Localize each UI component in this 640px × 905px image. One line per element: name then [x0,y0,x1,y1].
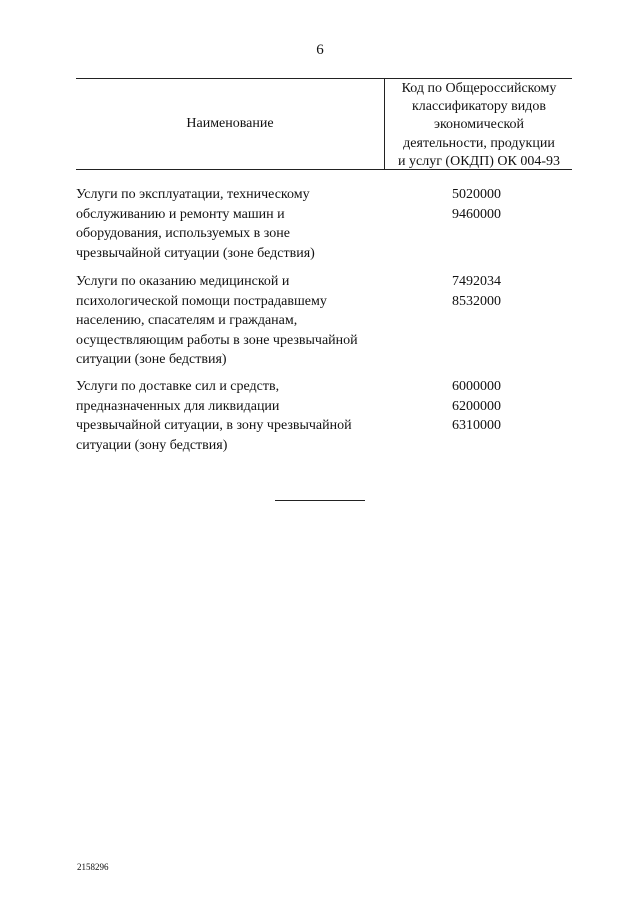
service-name [76,272,396,370]
service-name-line: чрезвычайной ситуации (зоне бедствия) [76,245,315,261]
okdp-codes [452,185,501,224]
column-header-code-line: Код по Общероссийскому [401,81,557,96]
service-name-line: оборудования, используемых в зоне [76,226,290,241]
end-of-document-rule [275,500,365,501]
okdp-codes [452,272,501,311]
okdp-code: 6200000 [452,398,501,414]
table-top-rule [76,78,572,79]
okdp-code: 7492034 [452,274,501,289]
okdp-codes [452,377,501,436]
service-name-line: осуществляющим работы в зоне чрезвычайной [76,332,358,348]
service-name [76,185,396,263]
column-header-code [385,80,573,171]
service-name-line: психологической помощи пострадавшему [76,293,327,309]
service-name-line: ситуации (зоне бедствия) [76,352,227,367]
page-number: 6 [316,42,324,58]
column-header-name: Наименование [186,116,274,131]
okdp-code: 5020000 [452,187,501,202]
service-name [76,377,396,455]
document-footer-id: 2158296 [77,862,109,872]
service-name-line: Услуги по оказанию медицинской и [76,274,290,289]
okdp-code: 6310000 [452,418,501,433]
service-name-line: Услуги по доставке сил и средств, [76,379,280,394]
column-header-code-line: экономической [433,117,525,133]
okdp-code: 8532000 [452,293,501,309]
service-name-line: населению, спасателям и гражданам, [76,313,298,328]
service-name-line: Услуги по эксплуатации, техническому [76,187,310,202]
column-header-code-line: и услуг (ОКДП) ОК 004-93 [398,153,560,169]
service-name-line: обслуживанию и ремонту машин и [76,206,285,222]
service-name-line: предназначенных для ликвидации [76,398,280,414]
column-header-code-line: деятельности, продукции [403,135,555,151]
okdp-code: 6000000 [452,379,501,394]
service-name-line: ситуации (зону бедствия) [76,437,228,453]
service-name-line: чрезвычайной ситуации, в зону чрезвычайной [76,418,352,433]
okdp-code: 9460000 [452,206,501,222]
column-header-code-line: классификатору видов [411,99,546,115]
